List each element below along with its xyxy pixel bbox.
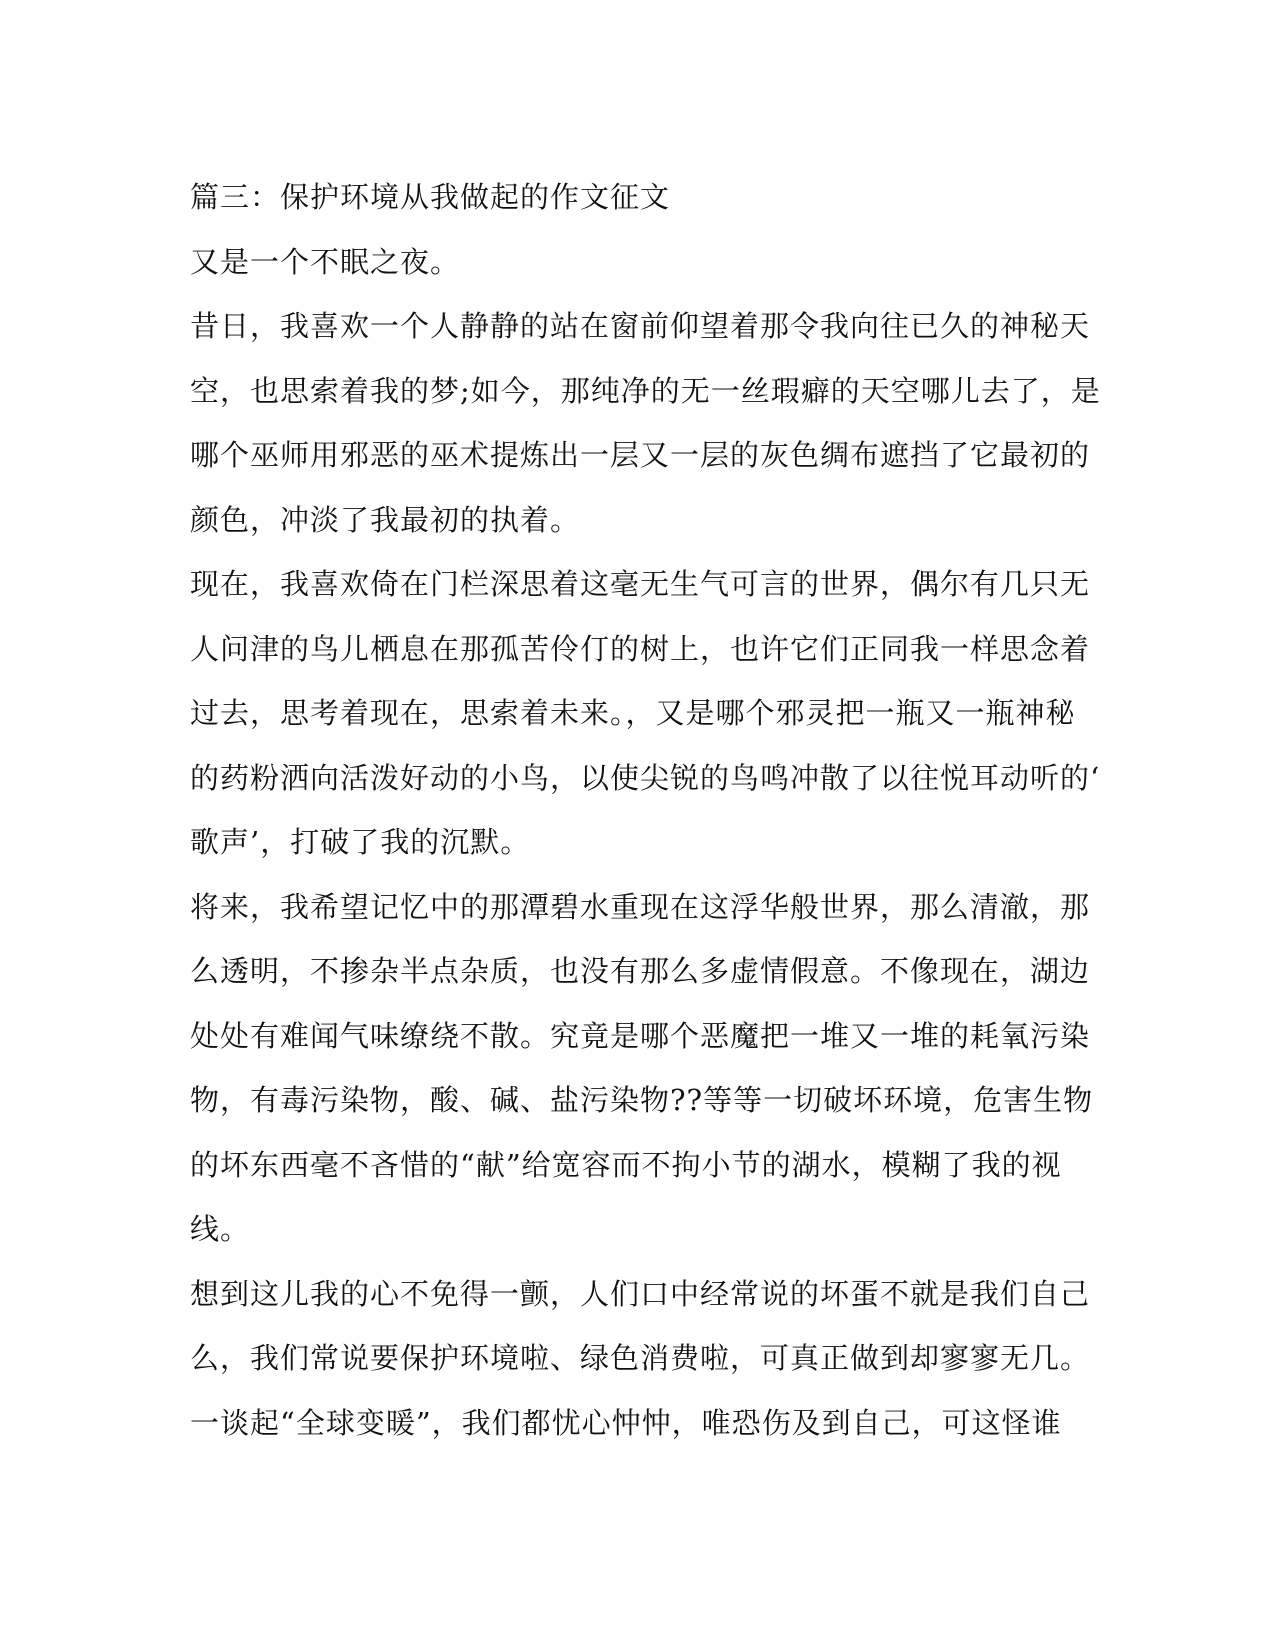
text-line: 线。 [190, 1212, 251, 1246]
text-line: 昔日，我喜欢一个人静静的站在窗前仰望着那令我向往已久的神秘天 [190, 309, 1091, 343]
text-line: 的药粉洒向活泼好动的小鸟，以使尖锐的鸟鸣冲散了以往悦耳动听的‘ [190, 760, 1101, 795]
text-line: 一谈起“全球变暖”，我们都忧心忡忡，唯恐伤及到自己，可这怪谁 [190, 1405, 1062, 1440]
text-line: 人问津的鸟儿栖息在那孤苦伶仃的树上，也许它们正同我一样思念着 [190, 631, 1091, 666]
text-line: 又是一个不眠之夜。 [190, 244, 461, 279]
document-title: 篇三：保护环境从我做起的作文征文 [190, 180, 671, 214]
text-line: 物，有毒污染物，酸、碱、盐污染物??等等一切破坏环境，危害生物 [190, 1083, 1094, 1117]
text-line: 现在，我喜欢倚在门栏深思着这毫无生气可言的世界，偶尔有几只无 [190, 567, 1091, 601]
text-line: 过去，思考着现在，思索着未来。，又是哪个邪灵把一瓶又一瓶神秘 [190, 696, 1076, 730]
document-body [190, 165, 1101, 1455]
text-line: 将来，我希望记忆中的那潭碧水重现在这浮华般世界，那么清澈，那 [190, 889, 1091, 924]
text-line: 么透明，不掺杂半点杂质，也没有那么多虚情假意。不像现在，湖边 [190, 954, 1091, 988]
text-line: 哪个巫师用邪恶的巫术提炼出一层又一层的灰色绸布遮挡了它最初的 [190, 438, 1091, 472]
text-line: 么，我们常说要保护环境啦、绿色消费啦，可真正做到却寥寥无几。 [190, 1341, 1091, 1375]
text-line: 的坏东西毫不吝惜的“献”给宽容而不拘小节的湖水，模糊了我的视 [190, 1147, 1062, 1182]
text-line: 颜色，冲淡了我最初的执着。 [190, 502, 581, 537]
text-line: 想到这儿我的心不免得一颤，人们口中经常说的坏蛋不就是我们自己 [190, 1276, 1091, 1311]
text-line: 处处有难闻气味缭绕不散。究竟是哪个恶魔把一堆又一堆的耗氧污染 [190, 1018, 1091, 1053]
text-line: 空，也思索着我的梦;如今，那纯净的无一丝瑕癖的天空哪儿去了，是 [190, 373, 1101, 408]
text-line: 歌声’，打破了我的沉默。 [190, 825, 531, 859]
